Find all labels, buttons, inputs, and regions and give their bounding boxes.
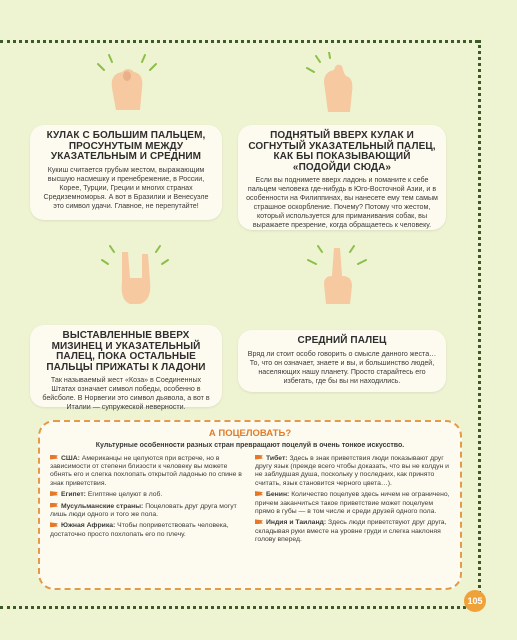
list-item: США: Американцы не целуются при встрече, но в зависимости от степени близости к человеку вы можете обнять его и слегка похлопать открытой ладонью по спине в знак приветствия.	[50, 454, 242, 487]
card-title: ПОДНЯТЫЙ ВВЕРХ КУЛАК И СОГНУТЫЙ УКАЗАТЕЛЬНЫЙ ПАЛЕЦ, КАК БЫ ПОКАЗЫВАЮЩИЙ «ПОДОЙДИ СЮДА»	[248, 130, 436, 173]
flag-icon	[50, 522, 58, 527]
kiss-right-column	[255, 455, 450, 548]
list-item: Южная Африка: Чтобы поприветствовать человека, достаточно просто похлопать его по плечу.	[50, 522, 229, 538]
flag-icon	[255, 519, 263, 524]
card-middle-finger	[238, 330, 446, 392]
list-item: Египет: Египтяне целуют в лоб.	[50, 491, 245, 499]
card-title: ВЫСТАВЛЕННЫЕ ВВЕРХ МИЗИНЕЦ И УКАЗАТЕЛЬНЫЙ ПАЛЕЦ, ПОКА ОСТАЛЬНЫЕ ПАЛЬЦЫ ПРИЖАТЫ К ЛАДОНИ	[46, 330, 206, 373]
card-text: Вряд ли стоит особо говорить о смысле данного жеста… То, что он означает, знаете и вы, и большинство людей, населяющих нашу планету. Просто старайтесь его избегать, где бы вы ни находились.	[247, 349, 437, 385]
list-item: Тибет: Здесь в знак приветствия люди показывают друг другу язык (прежде всего чтобы доказать, что вы не колдун и не заблудшая душа, поскольку у последних, как принято считать, язык становится черного цвета…).	[255, 454, 449, 487]
middle-finger-hand-icon	[302, 238, 372, 318]
card-text: Кукиш считается грубым жестом, выражающим высшую насмешку и пренебрежение, в России, Корее, Турции, Греции и многих странах Средиземноморья. А вот в Бразилии и Венесуэле это символ удачи. Главное, не перепутайте!	[43, 165, 209, 210]
card-text: Так называемый жест «Коза» в Соединенных Штатах означает символ победы, особенно в бейсболе. В Норвегии это символ дьявола, а вот в Италии — супружеской неверности.	[42, 376, 210, 411]
card-title: СРЕДНИЙ ПАЛЕЦ	[297, 335, 387, 346]
kiss-section	[38, 420, 462, 590]
card-horns	[30, 325, 222, 411]
flag-icon	[255, 491, 263, 496]
flag-icon	[50, 503, 58, 508]
flag-icon	[50, 491, 58, 496]
kiss-left-column	[50, 455, 245, 548]
dotted-border-top	[0, 40, 478, 43]
beckoning-hand-icon	[302, 52, 372, 122]
flag-icon	[255, 455, 263, 460]
dotted-border-bottom	[0, 606, 466, 609]
card-beckoning	[238, 125, 446, 230]
kiss-subtitle: Культурные особенности разных стран превращают поцелуй в очень тонкое искусство.	[95, 442, 405, 449]
card-title: КУЛАК С БОЛЬШИМ ПАЛЬЦЕМ, ПРОСУНУТЫМ МЕЖДУ УКАЗАТЕЛЬНЫМ И СРЕДНИМ	[46, 130, 206, 162]
fig-sign-hand-icon	[92, 52, 162, 122]
list-item: Бенин: Количество поцелуев здесь ничем не ограничено, причем заканчиться такое приветствие может поцелуем прямо в губы — в том числе и среди друзей одного пола.	[255, 491, 450, 515]
list-item: Мусульманские страны: Поцеловать друг друга могут лишь люди одного и того же пола.	[50, 502, 237, 518]
list-item: Индия и Таиланд: Здесь люди приветствуют друг друга, складывая руки вместе на уровне груди и слегка наклоняя голову вперед.	[255, 519, 447, 544]
card-text: Если вы поднимете вверх ладонь и поманите к себе пальцем человека где-нибудь в Юго-Восточной Азии, и в особенности на Филиппинах, вы нанесете ему тем самым страшное оскорбление. Почему? Потому что жестом, который используется для приманивания собак, вы выражаете презрение, когда обращаетесь к человеку.	[246, 176, 438, 229]
flag-icon	[50, 455, 58, 460]
page-number: 105	[464, 590, 486, 612]
kiss-title: А ПОЦЕЛОВАТЬ?	[208, 428, 292, 439]
card-fig-sign	[30, 125, 222, 220]
horns-hand-icon	[100, 238, 170, 318]
dotted-border-right	[478, 40, 481, 600]
